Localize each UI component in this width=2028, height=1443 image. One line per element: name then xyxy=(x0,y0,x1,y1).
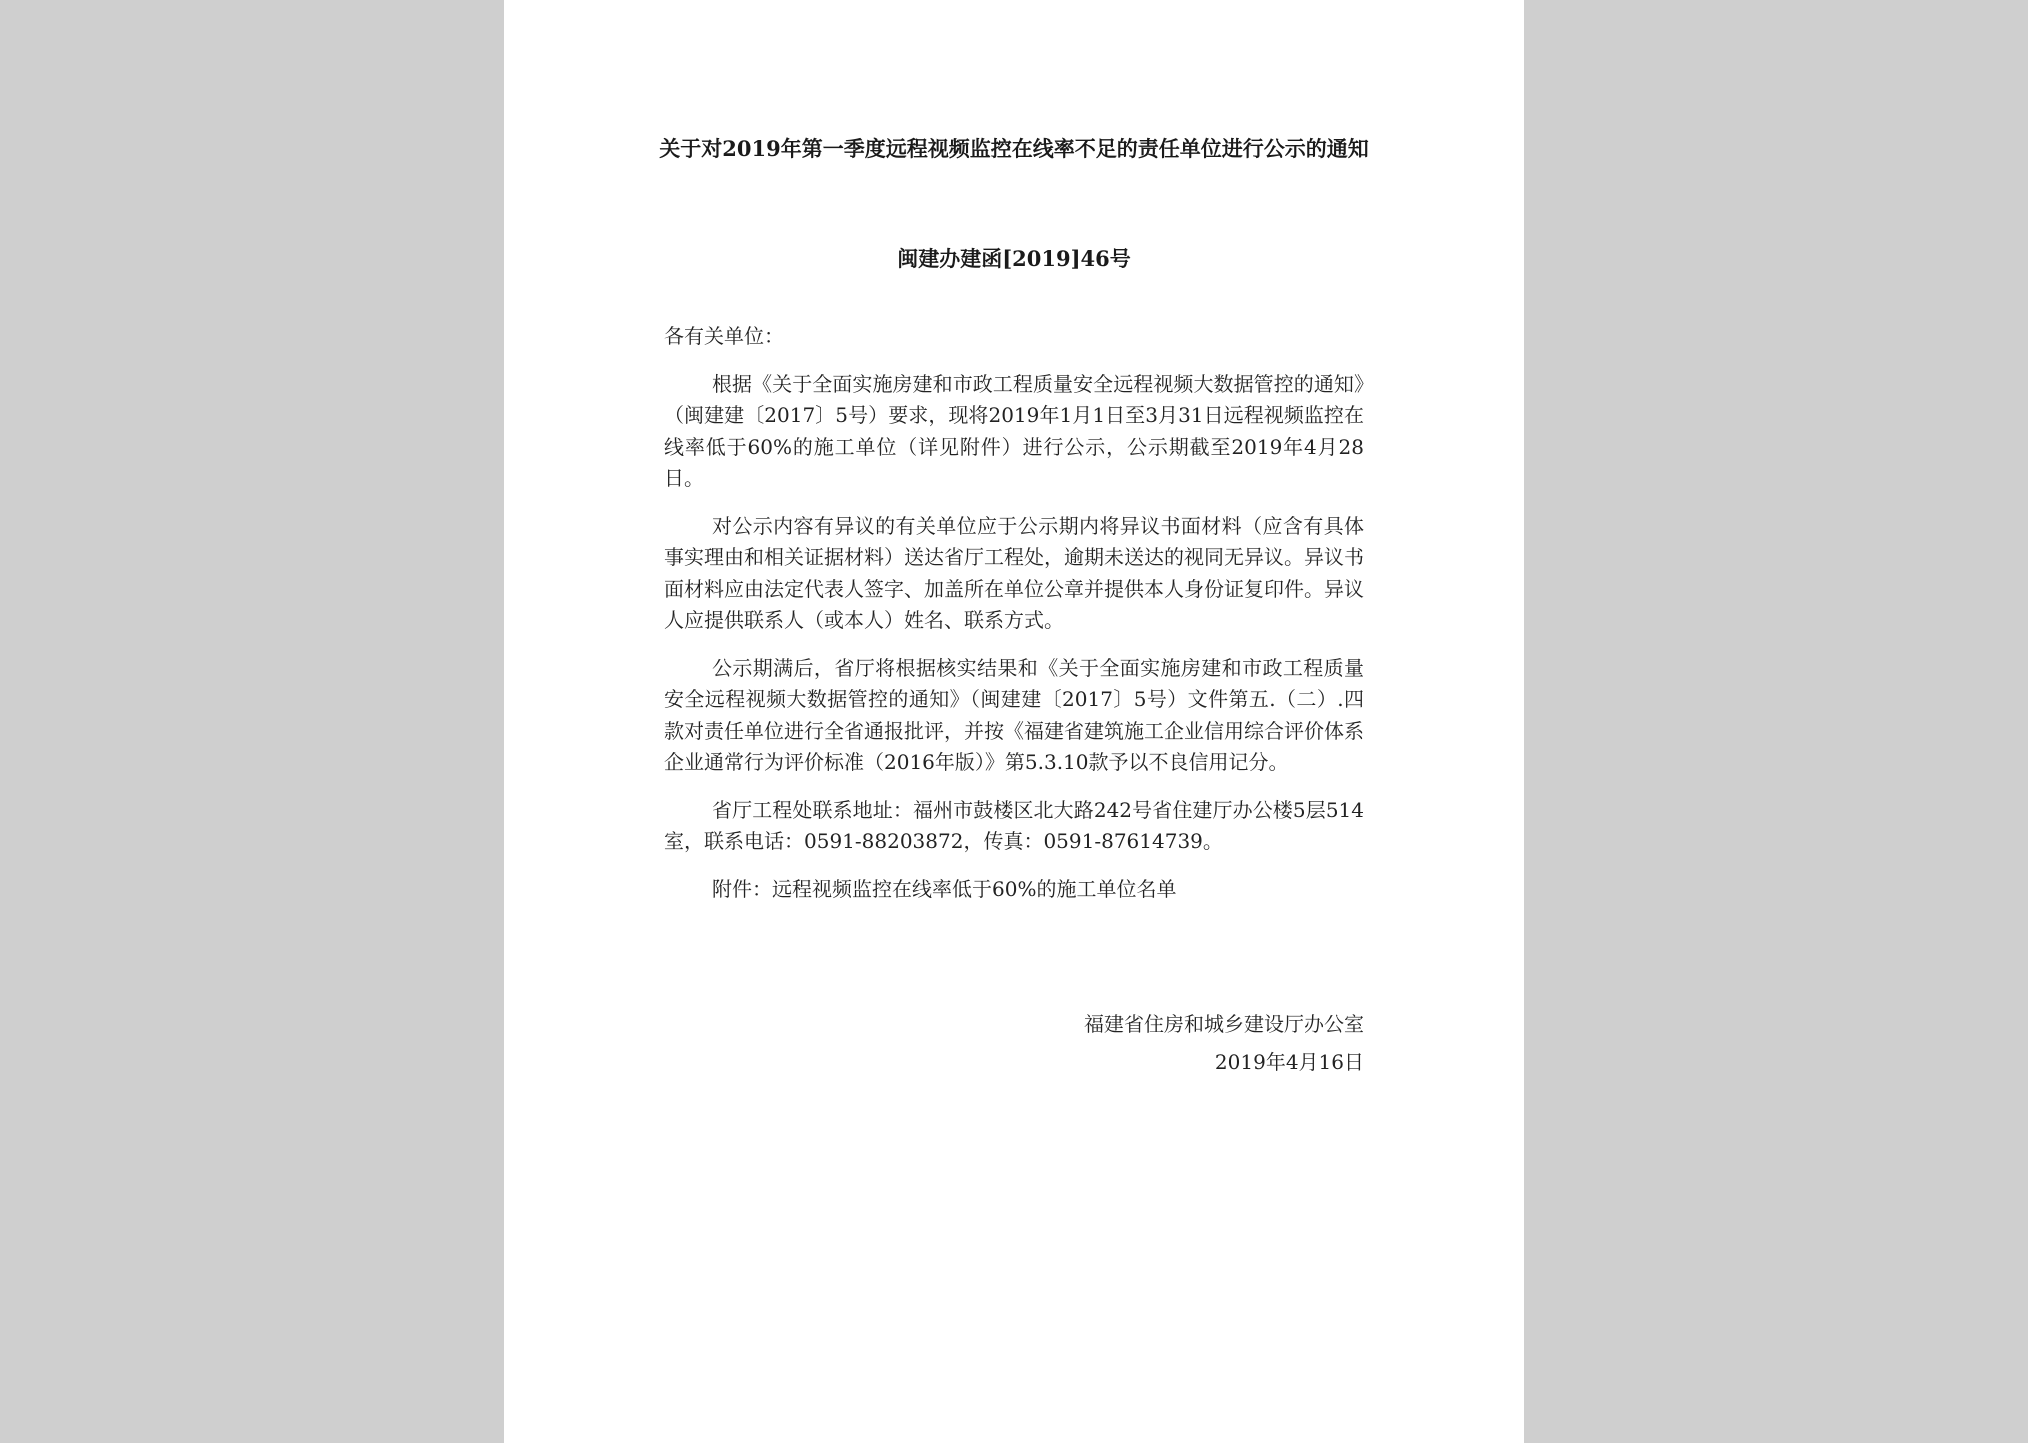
paragraph-contact: 省厅工程处联系地址：福州市鼓楼区北大路242号省住建厅办公楼5层514室，联系电话：0591-88203872，传真：0591-87614739。 xyxy=(664,797,1364,853)
document-title: 关于对2019年第一季度远程视频监控在线率不足的责任单位进行公示的通知 xyxy=(659,136,1369,161)
document-number: 闽建办建函[2019]46号 xyxy=(897,246,1131,271)
document-body xyxy=(664,321,1364,921)
signature-block xyxy=(964,1005,1364,1081)
salutation: 各有关单位： xyxy=(664,324,784,348)
paragraph-followup: 公示期满后，省厅将根据核实结果和《关于全面实施房建和市政工程质量安全远程视频大数据管控的通知》（闽建建〔2017〕5号）文件第五.（二）.四款对责任单位进行全省通报批评，并按《福建省建筑施工企业信用综合评价体系企业通常行为评价标准（2016年版）》第5.3.10款予以不良信用记分。 xyxy=(664,655,1364,774)
document-page xyxy=(504,0,1524,1443)
paragraph-objection: 对公示内容有异议的有关单位应于公示期内将异议书面材料（应含有具体事实理由和相关证据材料）送达省厅工程处，逾期未送达的视同无异议。异议书面材料应由法定代表人签字、加盖所在单位公章并提供本人身份证复印件。异议人应提供联系人（或本人）姓名、联系方式。 xyxy=(664,513,1364,632)
issuer-name: 福建省住房和城乡建设厅办公室 xyxy=(1084,1012,1364,1036)
paragraph-requirement: 根据《关于全面实施房建和市政工程质量安全远程视频大数据管控的通知》（闽建建〔2017〕5号）要求，现将2019年1月1日至3月31日远程视频监控在线率低于60%的施工单位（详见附件）进行公示，公示期截至2019年4月28日。 xyxy=(664,371,1364,490)
paragraph-attachment: 附件：远程视频监控在线率低于60%的施工单位名单 xyxy=(712,876,1177,901)
issue-date: 2019年4月16日 xyxy=(1214,1050,1364,1074)
